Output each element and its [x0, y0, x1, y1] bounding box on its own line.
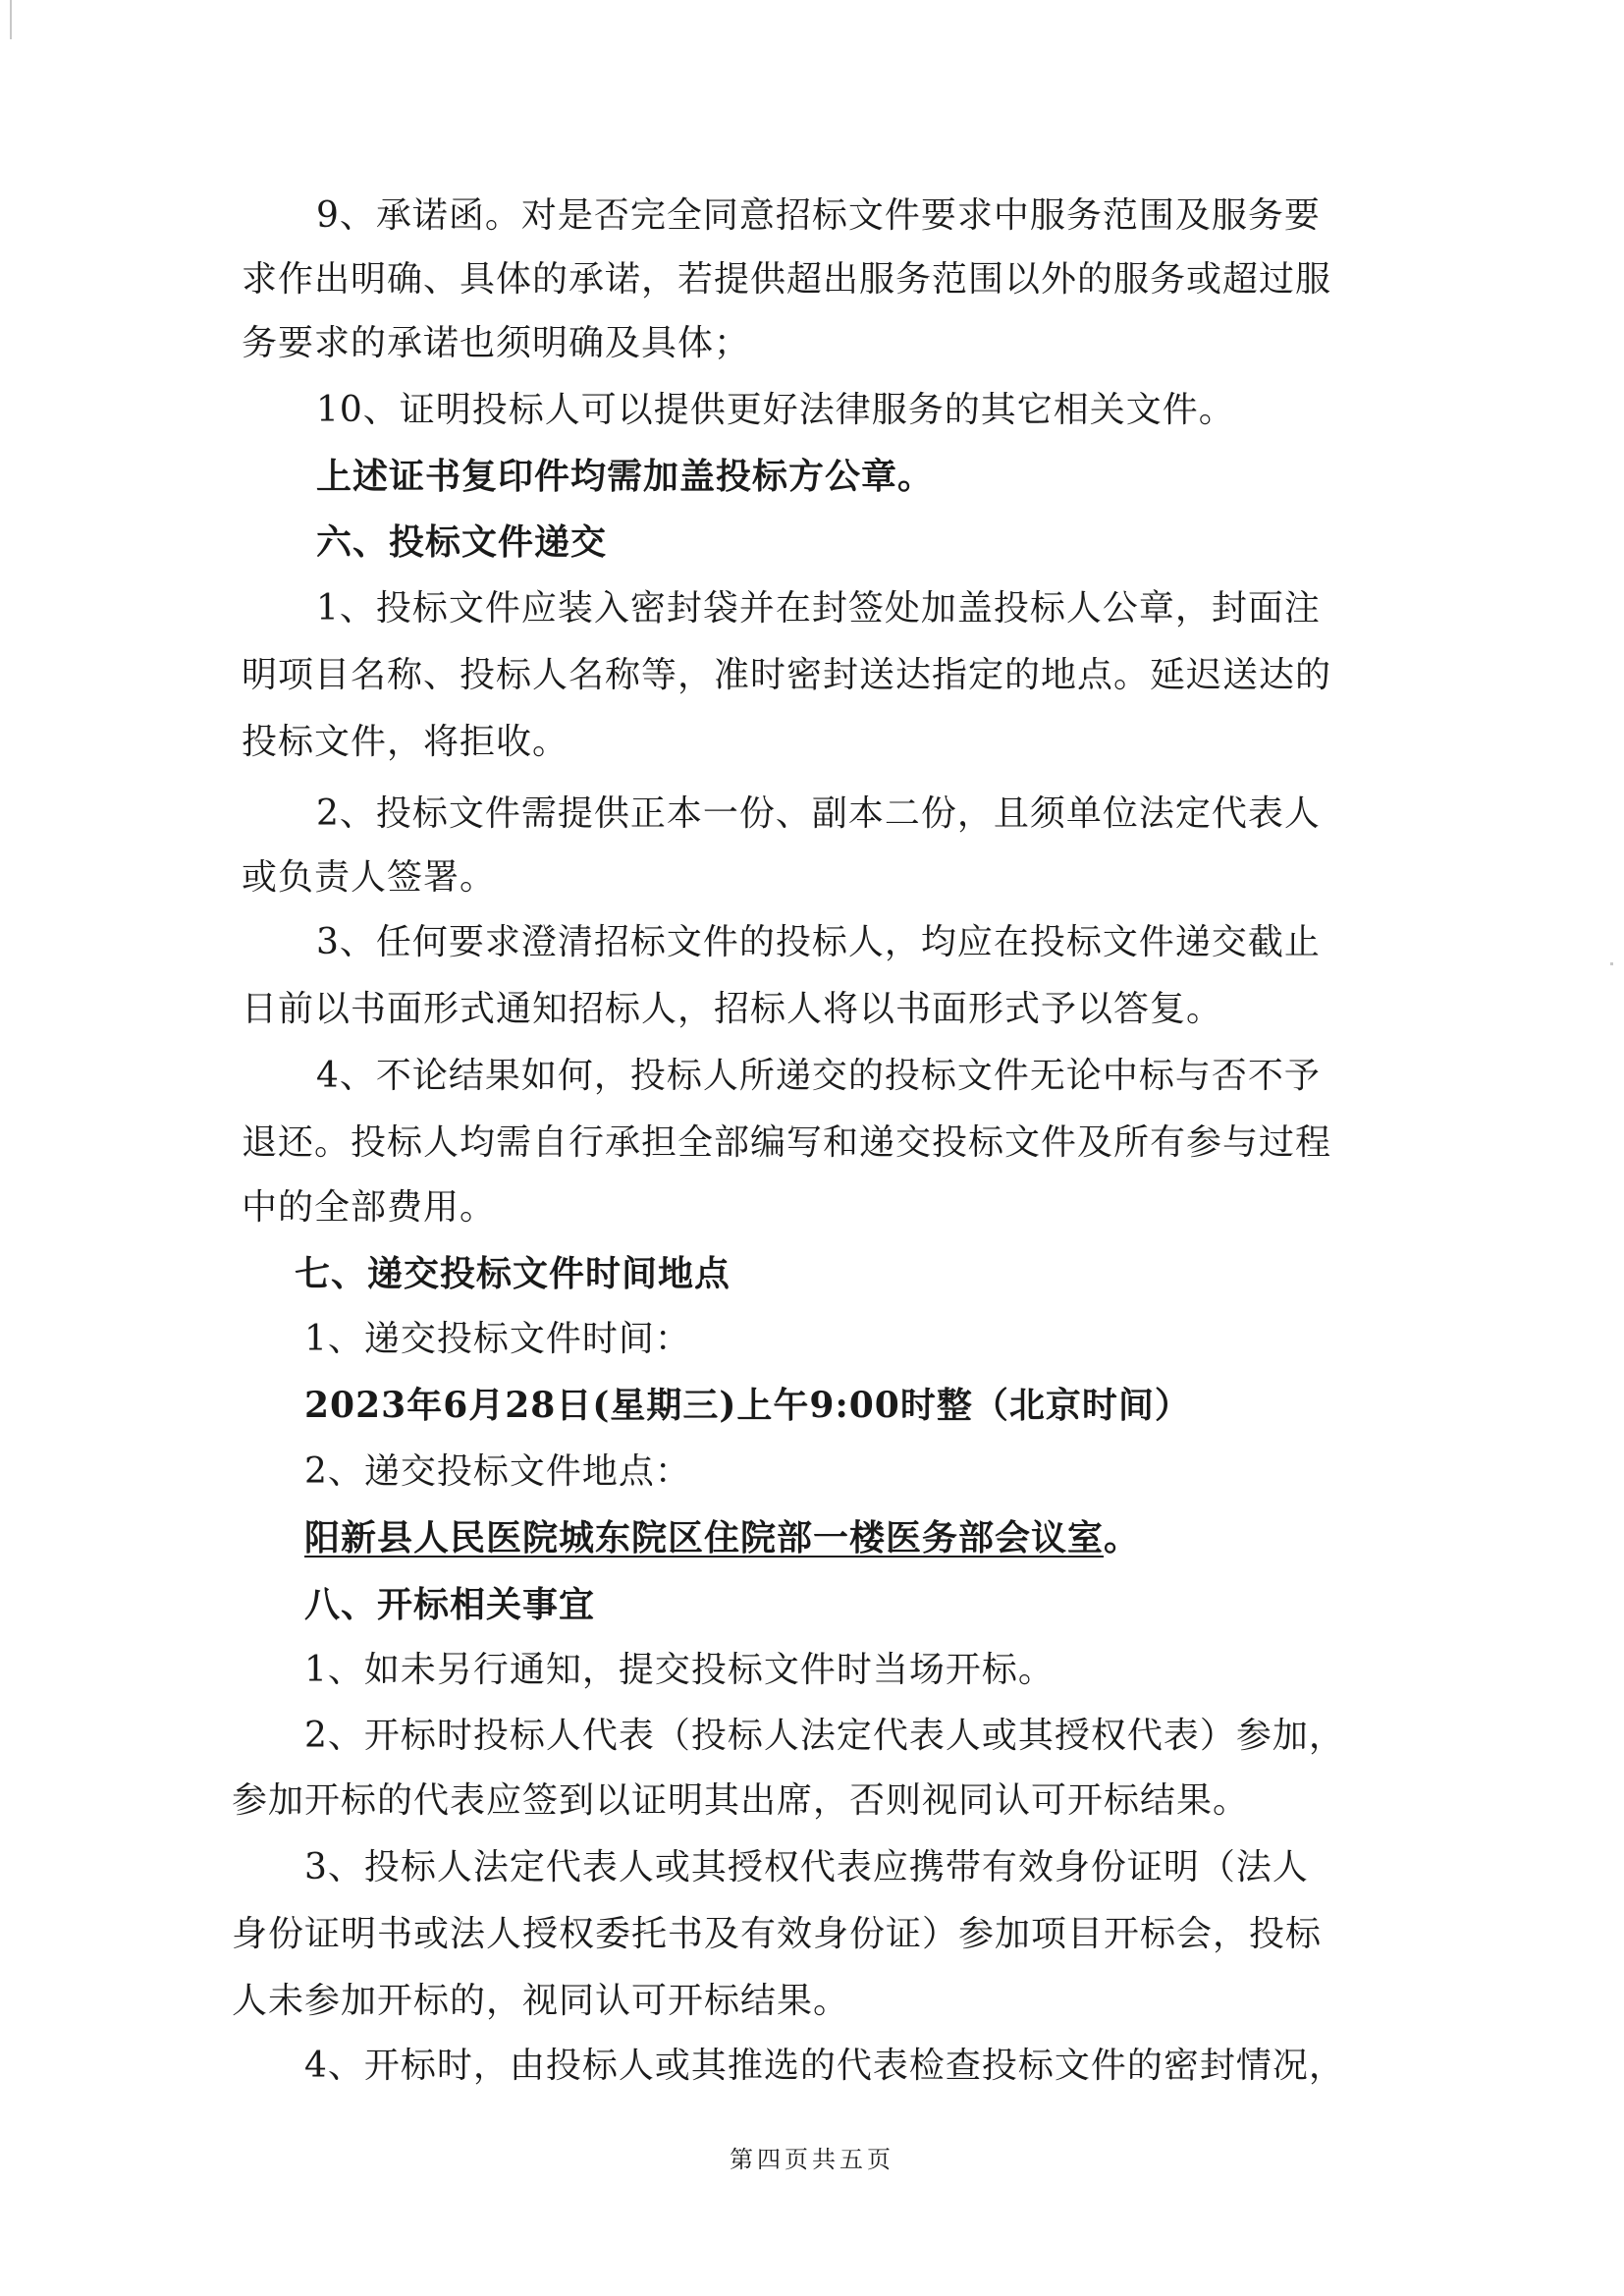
section-6-item-3-line-2: 日前以书面形式通知招标人，招标人将以书面形式予以答复。	[242, 989, 1223, 1029]
section-8-heading: 八、开标相关事宜	[304, 1584, 596, 1625]
section-6-item-2-line-1: 2、投标文件需提供正本一份、副本二份，且须单位法定代表人	[316, 793, 1321, 834]
section-6-item-1-line-1: 1、投标文件应装入密封袋并在封签处加盖投标人公章，封面注	[316, 588, 1321, 629]
section-6-item-4-line-3: 中的全部费用。	[242, 1187, 497, 1228]
stamp-note: 上述证书复印件均需加盖投标方公章。	[316, 456, 935, 497]
section-8-item-3-line-2: 身份证明书或法人授权委托书及有效身份证）参加项目开标会，投标	[232, 1914, 1323, 1954]
page-footer: 第四页共五页	[730, 2146, 894, 2173]
location-period: 。	[1104, 1517, 1141, 1558]
item-9-line-2: 求作出明确、具体的承诺，若提供超出服务范围以外的服务或超过服	[242, 259, 1332, 300]
section-8-item-4-line-1: 4、开标时，由投标人或其推选的代表检查投标文件的密封情况，	[304, 2046, 1345, 2086]
submission-time: 2023年6月28日(星期三)上午9:00时整（北京时间）	[304, 1385, 1191, 1426]
section-6-item-1-line-3: 投标文件，将拒收。	[242, 722, 569, 762]
section-7-heading: 七、递交投标文件时间地点	[295, 1253, 731, 1294]
section-7-item-2: 2、递交投标文件地点：	[304, 1451, 691, 1492]
section-6-item-4-line-1: 4、不论结果如何，投标人所递交的投标文件无论中标与否不予	[316, 1056, 1321, 1096]
section-8-item-2-line-1: 2、开标时投标人代表（投标人法定代表人或其授权代表）参加，	[304, 1716, 1345, 1756]
section-6-item-4-line-2: 退还。投标人均需自行承担全部编写和递交投标文件及所有参与过程	[242, 1122, 1332, 1163]
submission-location: 阳新县人民医院城东院区住院部一楼医务部会议室	[304, 1517, 1105, 1558]
section-8-item-3-line-1: 3、投标人法定代表人或其授权代表应携带有效身份证明（法人	[304, 1847, 1309, 1887]
item-9-line-3: 务要求的承诺也须明确及具体；	[242, 323, 751, 363]
section-6-item-3-line-1: 3、任何要求澄清招标文件的投标人，均应在投标文件递交截止	[316, 922, 1321, 962]
item-10: 10、证明投标人可以提供更好法律服务的其它相关文件。	[316, 390, 1235, 430]
section-6-item-1-line-2: 明项目名称、投标人名称等，准时密封送达指定的地点。延迟送达的	[242, 655, 1332, 695]
scan-edge-mark	[10, 0, 12, 39]
section-6-heading: 六、投标文件递交	[316, 521, 608, 563]
section-8-item-2-line-2: 参加开标的代表应签到以证明其出席，否则视同认可开标结果。	[232, 1780, 1250, 1821]
scan-speck	[1610, 962, 1613, 965]
submission-location-line	[304, 1514, 1140, 1561]
section-7-item-1: 1、递交投标文件时间：	[304, 1319, 691, 1359]
item-9-line-1: 9、承诺函。对是否完全同意招标文件要求中服务范围及服务要	[316, 195, 1321, 236]
section-8-item-3-line-3: 人未参加开标的，视同认可开标结果。	[232, 1981, 850, 2021]
section-6-item-2-line-2: 或负责人签署。	[242, 857, 497, 898]
section-8-item-1: 1、如未另行通知，提交投标文件时当场开标。	[304, 1650, 1055, 1690]
